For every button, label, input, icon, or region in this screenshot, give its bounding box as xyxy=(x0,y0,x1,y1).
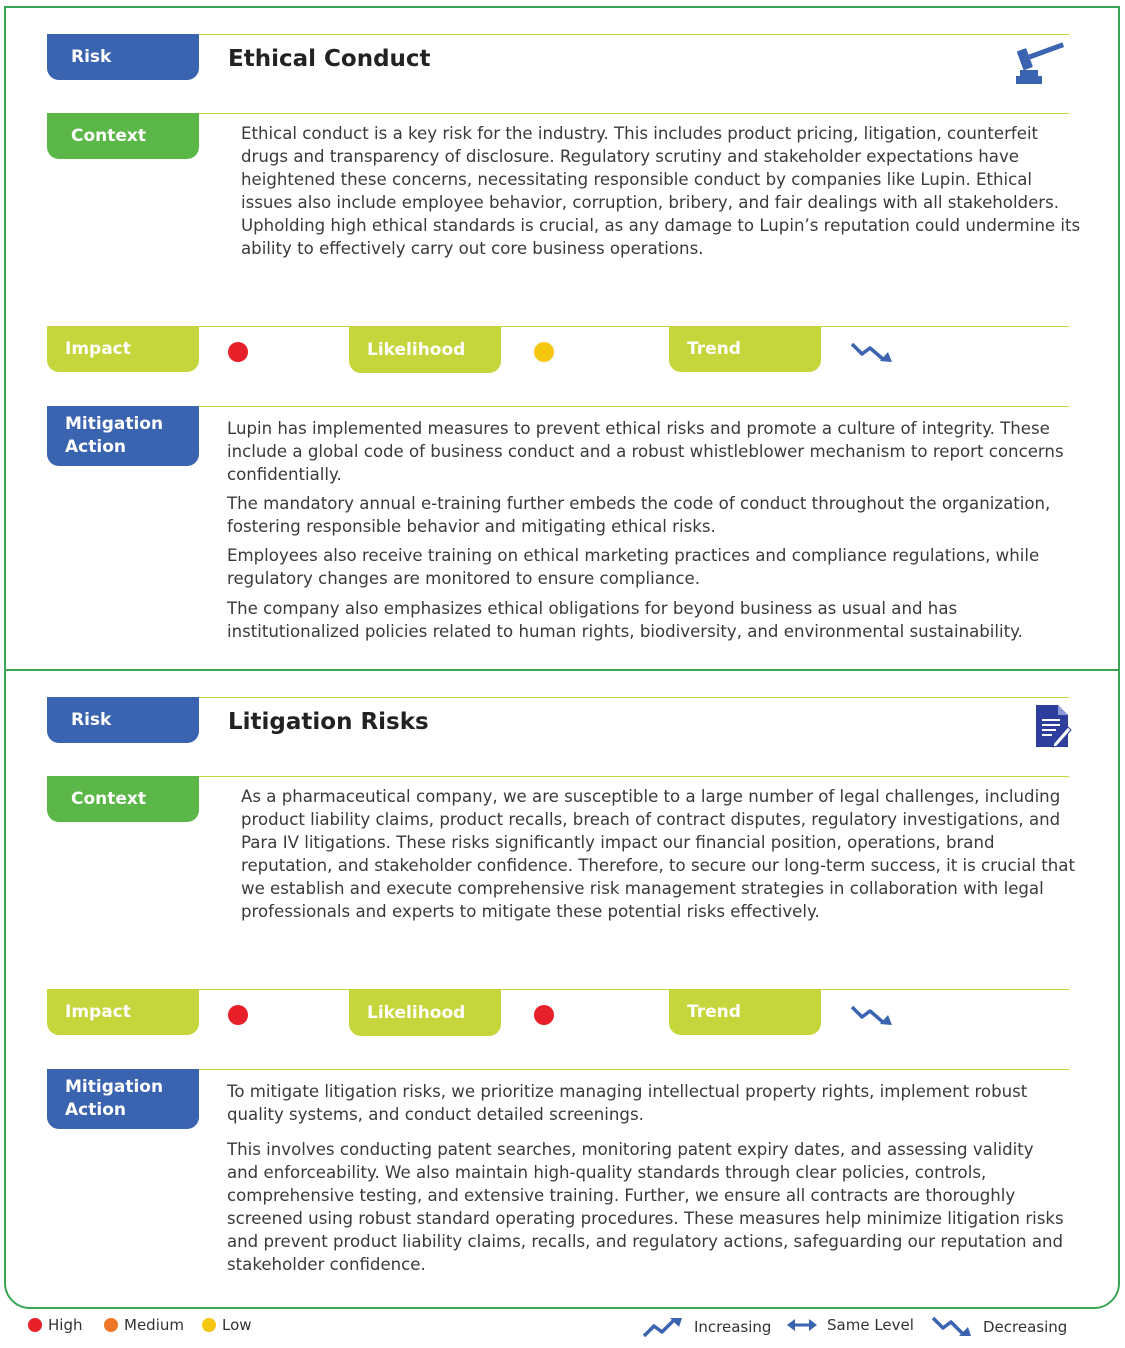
legend-same-level xyxy=(787,1316,914,1334)
mitigation-paragraph: The mandatory annual e-training further embeds the code of conduct throughout the organization, fostering responsible behavior and mitigating ethical risks. xyxy=(227,494,1051,536)
trend-tab xyxy=(669,989,821,1035)
impact-level-dot xyxy=(228,342,248,362)
legend-medium-label: Medium xyxy=(124,1316,184,1334)
risk-title: Ethical Conduct xyxy=(228,46,431,72)
legend-same-level-label: Same Level xyxy=(827,1316,914,1334)
legend-medium xyxy=(104,1316,184,1334)
impact-tab xyxy=(47,989,199,1035)
trend-label: Trend xyxy=(687,1002,741,1022)
tab-rule xyxy=(199,406,1069,407)
trend-same-level-icon xyxy=(787,1318,817,1332)
risk-tab xyxy=(47,34,199,80)
tab-rule xyxy=(199,1069,1069,1070)
mitigation-paragraph: The company also emphasizes ethical obligations for beyond business as usual and has institutionalized policies related to human rights, biodiversity, and environmental sustainability. xyxy=(227,599,1023,641)
legend xyxy=(0,1316,1125,1340)
context-tab xyxy=(47,776,199,822)
impact-level-dot xyxy=(228,1005,248,1025)
legend-high-label: High xyxy=(48,1316,83,1334)
medium-dot xyxy=(104,1318,118,1332)
high-dot xyxy=(28,1318,42,1332)
risk-title: Litigation Risks xyxy=(228,709,429,735)
trend-label: Trend xyxy=(687,339,741,359)
context-text: As a pharmaceutical company, we are susceptible to a large number of legal challenges, including product liability claims, product recalls, breach of contract disputes, regulatory investigations, and Para IV litigations. These risks significantly impact our financial position, operations, brand reputation, and stakeholder confidence. Therefore, to secure our long-term success, it is crucial that we establish and execute comprehensive risk management strategies in collaboration with legal professionals and experts to mitigate these potential risks effectively. xyxy=(241,787,1075,921)
context-tab-label: Context xyxy=(71,788,147,809)
trend-increasing-icon xyxy=(642,1316,684,1338)
legend-decreasing-label: Decreasing xyxy=(983,1318,1068,1336)
legend-low xyxy=(202,1316,252,1334)
mitigation-paragraph: Employees also receive training on ethical marketing practices and compliance regulations, while regulatory changes are monitored to ensure compliance. xyxy=(227,546,1040,588)
trend-tab xyxy=(669,326,821,372)
gavel-icon xyxy=(1012,40,1070,90)
risk-tab xyxy=(47,697,199,743)
document-edit-icon xyxy=(1034,703,1072,753)
impact-label: Impact xyxy=(65,339,131,359)
risk-tab-label: Risk xyxy=(71,709,112,730)
likelihood-label: Likelihood xyxy=(367,340,466,360)
legend-decreasing xyxy=(931,1316,1067,1338)
trend-decreasing-icon xyxy=(931,1316,973,1338)
mitigation-label-line2: Action xyxy=(65,437,126,457)
impact-label: Impact xyxy=(65,1002,131,1022)
likelihood-label: Likelihood xyxy=(367,1003,466,1023)
section-divider xyxy=(4,669,1120,671)
tab-rule xyxy=(199,326,1069,327)
mitigation-paragraph: This involves conducting patent searches, monitoring patent expiry dates, and assessing validity and enforceability. We also maintain high-quality standards through clear policies, controls, comprehensive testing, and extensive training. Further, we ensure all contracts are thoroughly screened using robust standard operating procedures. These measures help minimize litigation risks and prevent product liability claims, recalls, and regulatory actions, safeguarding our reputation and stakeholder confidence. xyxy=(227,1140,1064,1274)
likelihood-tab xyxy=(349,327,501,373)
tab-rule xyxy=(199,113,1069,114)
context-text: Ethical conduct is a key risk for the industry. This includes product pricing, litigation, counterfeit drugs and transparency of disclosure. Regulatory scrutiny and stakeholder expectations have heightened these concerns, necessitating responsible conduct by companies like Lupin. Ethical issues also include employee behavior, corruption, bribery, and fair dealings with all stakeholders. Upholding high ethical standards is crucial, as any damage to Lupin’s reputation could undermine its ability to effectively carry out core business operations. xyxy=(241,124,1081,258)
legend-increasing xyxy=(642,1316,771,1338)
trend-decreasing-icon xyxy=(850,340,894,368)
tab-rule xyxy=(199,776,1069,777)
context-tab xyxy=(47,113,199,159)
tab-rule xyxy=(199,697,1069,698)
mitigation-tab xyxy=(47,1069,199,1129)
likelihood-tab xyxy=(349,990,501,1036)
mitigation-paragraph: Lupin has implemented measures to prevent ethical risks and promote a culture of integrity. These include a global code of business conduct and a robust whistleblower mechanism to report concerns confidentially. xyxy=(227,419,1064,484)
trend-decreasing-icon xyxy=(850,1003,894,1031)
mitigation-tab xyxy=(47,406,199,466)
tab-rule xyxy=(199,989,1069,990)
legend-low-label: Low xyxy=(222,1316,252,1334)
mitigation-paragraph: To mitigate litigation risks, we prioritize managing intellectual property rights, implement robust quality systems, and conduct detailed screenings. xyxy=(227,1082,1028,1124)
legend-high xyxy=(28,1316,82,1334)
mitigation-label-line2: Action xyxy=(65,1100,126,1120)
low-dot xyxy=(202,1318,216,1332)
tab-rule xyxy=(199,34,1069,35)
mitigation-label-line1: Mitigation xyxy=(65,414,164,434)
legend-increasing-label: Increasing xyxy=(694,1318,772,1336)
mitigation-label-line1: Mitigation xyxy=(65,1077,164,1097)
risk-tab-label: Risk xyxy=(71,46,112,67)
context-tab-label: Context xyxy=(71,125,147,146)
impact-tab xyxy=(47,326,199,372)
likelihood-level-dot xyxy=(534,1005,554,1025)
likelihood-level-dot xyxy=(534,342,554,362)
